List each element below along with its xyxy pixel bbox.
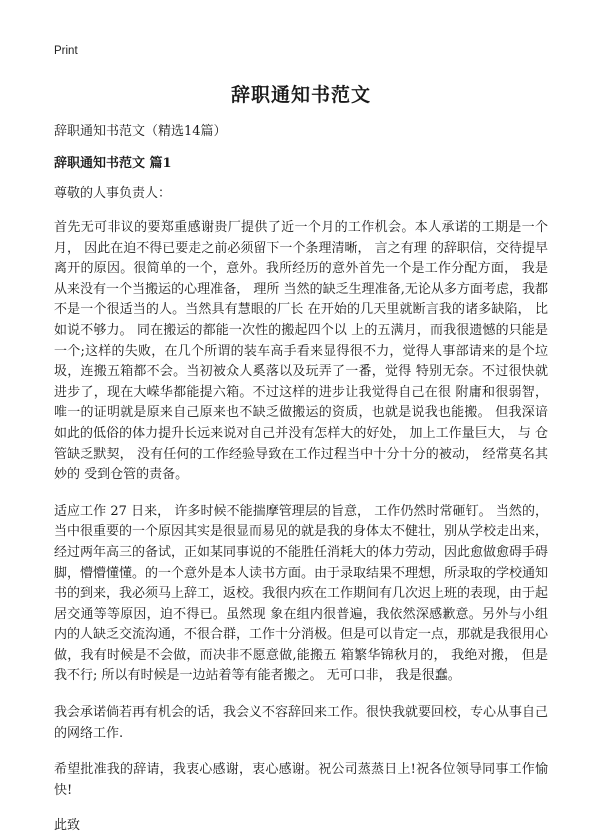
salutation: 尊敬的人事负责人： — [54, 186, 172, 201]
print-link[interactable]: Print — [54, 45, 78, 57]
section-heading: 辞职通知书范文 篇1 — [54, 156, 172, 171]
body-paragraph-3: 我会承诺倘若再有机会的话，我会义不容辞回来工作。很快我就要回校，专心从事自己 的网络工作. — [54, 705, 549, 741]
body-paragraph-2: 适应工作 27 日来， 许多时候不能揣摩管理层的旨意， 工作仍然时常砸钉。 当然的，当中很重要的一个原因其实是很显而易见的就是我的身体太不健壮，别从学校走出来，经过两年高三的备试，正如某同事说的不能胜任消耗大的体力劳动，因此愈做愈碍手碍 脚，懵懵懂懂。的一个意外是本人读书方面。由于录取结果不理想，所录取的学校通知书的到来，我必须马上辞工，返校。我很内疚在工作期间有几次迟上班的表现，由于起居交通等等原因，迫不得已。虽然现 象在组内很普遍，我依然深感歉意。另外与小组内的人缺乏交流沟通，不很合群，工作十分消极。但是可以肯定一点，那就是我很用心做，我有时候是不会做，而决非不愿意做,能搬五 箱繁华锦秋月的， 我绝对搬， 但是我不行; 所以有时候是一边站着等有能者搬之。 无可口非， 我是很蠢。 — [54, 503, 549, 684]
document-subtitle: 辞职通知书范文（精选14篇） — [54, 124, 227, 139]
closing-line: 此致 — [54, 818, 81, 834]
document-title: 辞职通知书范文 — [230, 84, 371, 106]
body-paragraph-1: 首先无可非议的要郑重感谢贵厂提供了近一个月的工作机会。本人承诺的工期是一个月， 因此在迫不得已要走之前必须留下一个条理清晰， 言之有理 的辞职信，交待提早离开的原因。很简单的一个，意外。我所经历的意外首先一个是工作分配方面， 我是从来没有一个当搬运的心理准备， 理所 当然的缺乏生理准备,无论从多方面考虑，我都不是一个很适当的人。当然具有慧眼的厂长 在开始的几天里就断言我的诸多缺陷， 比如说不够力。 同在搬运的都能一次性的搬起四个以 上的五满月，而我很遗憾的只能是一个;这样的失败，在几个所谓的装车高手看来显得很不力，觉得人事部请来的是个垃圾，连搬五箱都不会。当初被众人奚落以及玩弄了一番，觉得 特别无奈。不过很快就进步了，现在大嵘华都能提六箱。不过这样的进步让我觉得自己在很 附庸和很弱智，唯一的证明就是原来自己原来也不缺乏做搬运的资质，也就是说我也能搬。 但我深谙如此的低俗的体力提升长远来说对自己并没有怎样大的好处， 加上工作量巨大， 与 仓管缺乏默契， 没有任何的工作经验导致在工作过程当中十分十分的被动， 经常莫名其妙的 受到仓管的责备。 — [54, 220, 548, 483]
body-paragraph-4: 希望批准我的辞请，我衷心感谢，衷心感谢。祝公司蒸蒸日上!祝各位领导同事工作愉 快! — [54, 762, 548, 798]
